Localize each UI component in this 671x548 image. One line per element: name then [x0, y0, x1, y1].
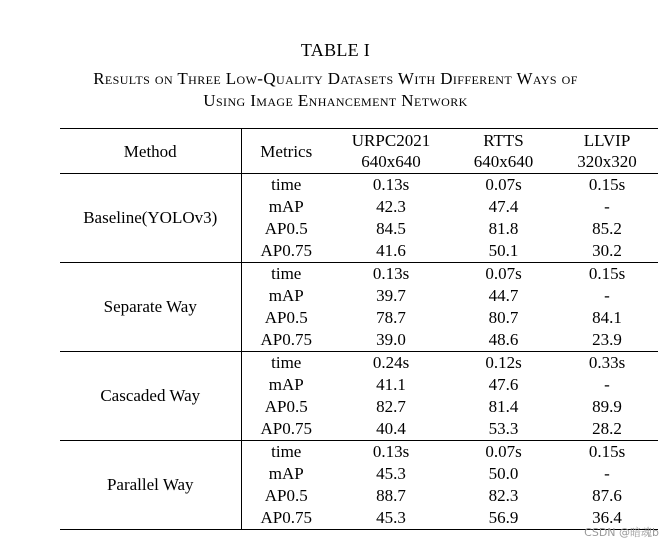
table-row [60, 174, 658, 197]
llvip-cell: - [604, 286, 610, 305]
header-urpc2021 [331, 129, 451, 174]
header-metrics: Metrics [241, 129, 331, 174]
urpc-cell: 0.13s [372, 442, 410, 461]
rtts-cell: 81.4 [488, 397, 519, 416]
urpc-cell: 45.3 [376, 464, 406, 483]
metric-cell: mAP [268, 375, 304, 394]
header-llvip-name: LLVIP [583, 131, 631, 150]
method-cell-cascaded: Cascaded Way [60, 352, 241, 441]
metric-cell: time [271, 175, 302, 194]
method-cell-separate: Separate Way [60, 263, 241, 352]
table-caption-line-1: Results on Three Low-Quality Datasets With Different Ways of [93, 69, 578, 88]
llvip-cell: - [604, 375, 610, 394]
llvip-cell: 0.15s [588, 175, 626, 194]
method-cell-baseline: Baseline(YOLOv3) [60, 174, 241, 263]
header-llvip [556, 129, 658, 174]
rtts-cell: 82.3 [488, 486, 519, 505]
rtts-cell: 47.6 [488, 375, 519, 394]
metric-cell: AP0.5 [264, 397, 308, 416]
rtts-cell: 56.9 [451, 507, 556, 530]
urpc-cell: 0.24s [372, 353, 410, 372]
header-urpc2021-size: 640x640 [361, 152, 421, 171]
urpc-cell: 39.0 [331, 329, 451, 352]
urpc-cell: 88.7 [376, 486, 406, 505]
rtts-cell: 44.7 [488, 286, 519, 305]
rtts-cell: 0.12s [485, 353, 522, 372]
metric-cell: AP0.5 [264, 308, 308, 327]
metric-cell: mAP [268, 286, 304, 305]
metric-cell: mAP [268, 464, 304, 483]
header-rtts-size: 640x640 [473, 152, 534, 171]
urpc-cell: 0.13s [372, 264, 410, 283]
llvip-cell: - [604, 464, 610, 483]
urpc-cell: 39.7 [376, 286, 406, 305]
metric-cell: AP0.75 [241, 507, 331, 530]
rtts-cell: 80.7 [488, 308, 519, 327]
rtts-cell: 0.07s [485, 175, 522, 194]
llvip-cell: 0.15s [588, 264, 626, 283]
metric-cell: AP0.5 [264, 219, 308, 238]
llvip-cell: - [604, 197, 610, 216]
results-table [60, 128, 658, 530]
header-rtts [451, 129, 556, 174]
urpc-cell: 82.7 [376, 397, 406, 416]
rtts-cell: 0.07s [485, 264, 522, 283]
llvip-cell: 89.9 [592, 397, 622, 416]
urpc-cell: 40.4 [331, 418, 451, 441]
table-caption-line-2: Using Image Enhancement Network [203, 91, 468, 110]
watermark-text: CSDN @暗魂b [584, 526, 659, 539]
table-row [60, 263, 658, 286]
metric-cell: time [271, 442, 302, 461]
urpc-cell: 84.5 [376, 219, 406, 238]
header-llvip-size: 320x320 [577, 152, 637, 171]
llvip-cell: 36.4 [556, 507, 658, 530]
rtts-cell: 81.8 [488, 219, 519, 238]
metric-cell: time [271, 264, 302, 283]
table-header-row [60, 129, 658, 174]
rtts-cell: 47.4 [488, 197, 519, 216]
metric-cell: AP0.75 [241, 240, 331, 263]
metric-cell: time [271, 353, 302, 372]
metric-cell: AP0.5 [264, 486, 308, 505]
header-rtts-name: RTTS [483, 131, 524, 150]
rtts-cell: 53.3 [451, 418, 556, 441]
llvip-cell: 30.2 [556, 240, 658, 263]
rtts-cell: 50.0 [488, 464, 519, 483]
metric-cell: AP0.75 [241, 329, 331, 352]
llvip-cell: 28.2 [556, 418, 658, 441]
urpc-cell: 78.7 [376, 308, 406, 327]
header-method: Method [60, 129, 241, 174]
llvip-cell: 0.33s [588, 353, 626, 372]
method-cell-parallel: Parallel Way [60, 441, 241, 530]
table-row [60, 441, 658, 464]
header-urpc2021-name: URPC2021 [351, 131, 431, 150]
llvip-cell: 0.15s [588, 442, 626, 461]
llvip-cell: 23.9 [556, 329, 658, 352]
metric-cell: mAP [268, 197, 304, 216]
urpc-cell: 41.6 [331, 240, 451, 263]
table-row [60, 352, 658, 375]
rtts-cell: 50.1 [451, 240, 556, 263]
urpc-cell: 0.13s [372, 175, 410, 194]
rtts-cell: 48.6 [451, 329, 556, 352]
urpc-cell: 41.1 [376, 375, 406, 394]
urpc-cell: 45.3 [331, 507, 451, 530]
metric-cell: AP0.75 [241, 418, 331, 441]
llvip-cell: 85.2 [592, 219, 622, 238]
urpc-cell: 42.3 [376, 197, 406, 216]
llvip-cell: 84.1 [592, 308, 622, 327]
llvip-cell: 87.6 [592, 486, 622, 505]
rtts-cell: 0.07s [485, 442, 522, 461]
table-label: TABLE I [300, 40, 371, 60]
